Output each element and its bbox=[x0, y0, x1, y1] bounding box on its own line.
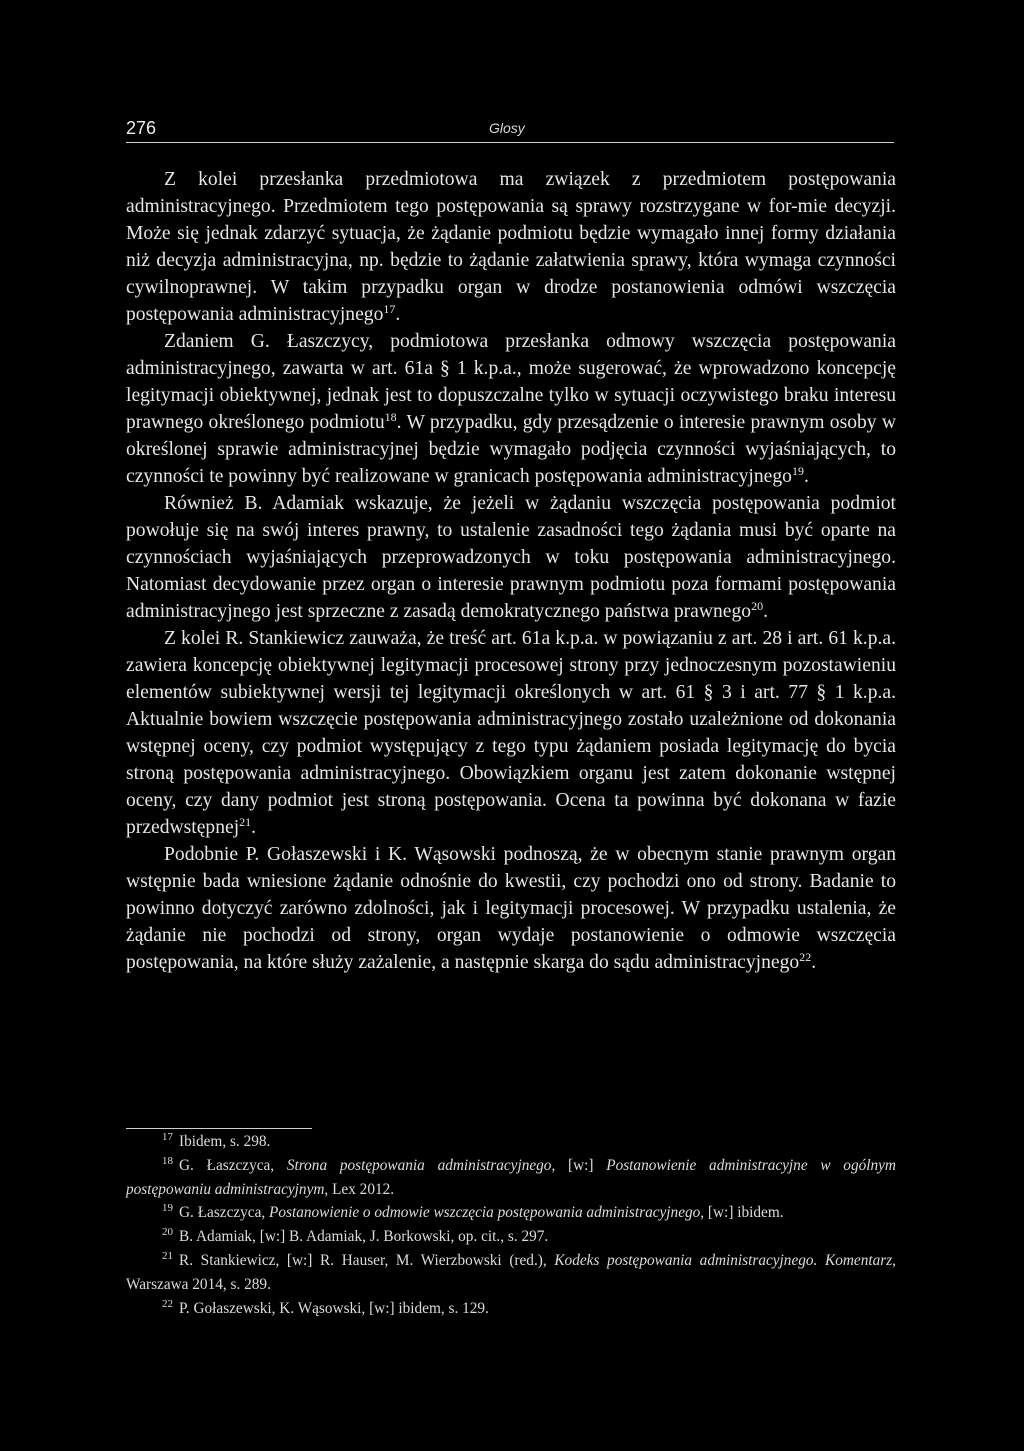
footnote-number: 22 bbox=[162, 1297, 173, 1310]
footnote-number: 20 bbox=[162, 1226, 173, 1239]
footnote-ref[interactable]: 20 bbox=[751, 599, 764, 613]
paragraph: Również B. Adamiak wskazuje, że jeżeli w żądaniu wszczęcia postępowania podmiot powołuje się na swój interes prawny, to ustalenie zasadności tego żądania musi być oparte na czynnościach wyjaśniających przeprowadzonych w toku postępowania administracyjnego. Natomiast decydowanie przez organ o interesie prawnym podmiotu poza formami postępowania administracyjnego jest sprzeczne z zasadą demokratycznego państwa prawnego$^{20}$. bbox=[126, 493, 896, 622]
page-number: 276 bbox=[126, 118, 157, 138]
page-header bbox=[126, 118, 894, 143]
footnote: $^{17}$ Ibidem, s. 298. bbox=[162, 1131, 271, 1150]
paragraph: Zdaniem G. Łaszczycy, podmiotowa przesłanka odmowy wszczęcia postępowania administracyjnego, zawarta w art. 61a § 1 k.p.a., może sugerować, że wprowadzono koncepcję legitymacji obiektywnej, jednak jest to dopuszczalne tylko w sytuacji oczywistego braku interesu prawnego określonego podmiotu$^{18}$. W przypadku, gdy przesądzenie o interesie prawnym osoby w określonej sprawie administracyjnej będzie wymagało podjęcia czynności wyjaśniających, to czynności te powinny być realizowane w granicach postępowania administracyjnego$^{19}$. bbox=[126, 331, 896, 487]
footnote-number: 19 bbox=[162, 1202, 173, 1215]
running-title: Glosy bbox=[489, 120, 525, 136]
footnote-ref[interactable]: 21 bbox=[239, 815, 252, 829]
footnote-number: 17 bbox=[162, 1131, 173, 1143]
footnote-ref[interactable]: 19 bbox=[791, 464, 804, 478]
footnote-number: 21 bbox=[162, 1249, 173, 1262]
footnote: $^{22}$ P. Gołaszewski, K. Wąsowski, [w:] ibidem, s. 129. bbox=[162, 1297, 489, 1317]
footnote: $^{21}$ R. Stankiewicz, [w:] R. Hauser, M. Wierzbowski (red.), Kodeks postępowania administracyjnego. Komentarz, Warszawa 2014, s. 289. bbox=[126, 1249, 896, 1293]
footnote-ref[interactable]: 18 bbox=[384, 410, 397, 424]
paragraph: Podobnie P. Gołaszewski i K. Wąsowski podnoszą, że w obecnym stanie prawnym organ wstępnie bada wniesione żądanie odnośnie do kwestii, czy pochodzi ono od strony. Badanie to powinno dotyczyć zarówno zdolności, jak i legitymacji procesowej. W przypadku ustalenia, że żądanie nie pochodzi od strony, organ wydaje postanowienie o odmowie wszczęcia postępowania, na które służy zażalenie, a następnie skarga do sądu administracyjnego$^{22}$. bbox=[126, 844, 896, 973]
paragraph: Z kolei R. Stankiewicz zauważa, że treść art. 61a k.p.a. w powiązaniu z art. 28 i art. 61 k.p.a. zawiera koncepcję obiektywnej legitymacji procesowej strony przy jednoczesnym pozostawieniu elementów subiektywnej wersji tej legitymacji określonych w art. 61 § 3 i art. 77 § 1 k.p.a. Aktualnie bowiem wszczęcie postępowania administracyjnego zostało uzależnione od dokonania wstępnej oceny, czy podmiot występujący z tego typu żądaniem posiada legitymację do bycia stroną postępowania administracyjnego. Obowiązkiem organu jest zatem dokonanie wstępnej oceny, czy dany podmiot jest stroną postępowania. Ocena ta powinna być dokonana w fazie przedwstępnej$^{21}$. bbox=[126, 628, 896, 838]
footnote-divider bbox=[126, 1128, 312, 1129]
footnote-ref[interactable]: 17 bbox=[383, 302, 396, 316]
footnote-ref[interactable]: 22 bbox=[799, 950, 812, 964]
footnote: $^{19}$ G. Łaszczyca, Postanowienie o odmowie wszczęcia postępowania administracyjnego, [w:] ibidem. bbox=[162, 1202, 784, 1222]
footnote-number: 18 bbox=[162, 1154, 173, 1167]
footnote: $^{20}$ B. Adamiak, [w:] B. Adamiak, J. Borkowski, op. cit., s. 297. bbox=[162, 1226, 549, 1246]
footnote: $^{18}$ G. Łaszczyca, Strona postępowania administracyjnego, [w:] Postanowienie administracyjne w ogólnym postępowaniu administracyjnym, Lex 2012. bbox=[126, 1154, 896, 1198]
main-text bbox=[126, 166, 896, 976]
paragraph: Z kolei przesłanka przedmiotowa ma związek z przedmiotem postępowania administracyjnego. Przedmiotem tego postępowania są sprawy rozstrzygane w for-mie decyzji. Może się jednak zdarzyć sytuacja, że żądanie podmiotu będzie wymagało innej formy działania niż decyzja administracyjna, np. będzie to żądanie załatwienia sprawy, która wymaga czynności cywilnoprawnej. W takim przypadku organ w drodze postanowienia odmówi wszczęcia postępowania administracyjnego$^{17}$. bbox=[126, 169, 896, 325]
footnotes bbox=[126, 1130, 896, 1320]
